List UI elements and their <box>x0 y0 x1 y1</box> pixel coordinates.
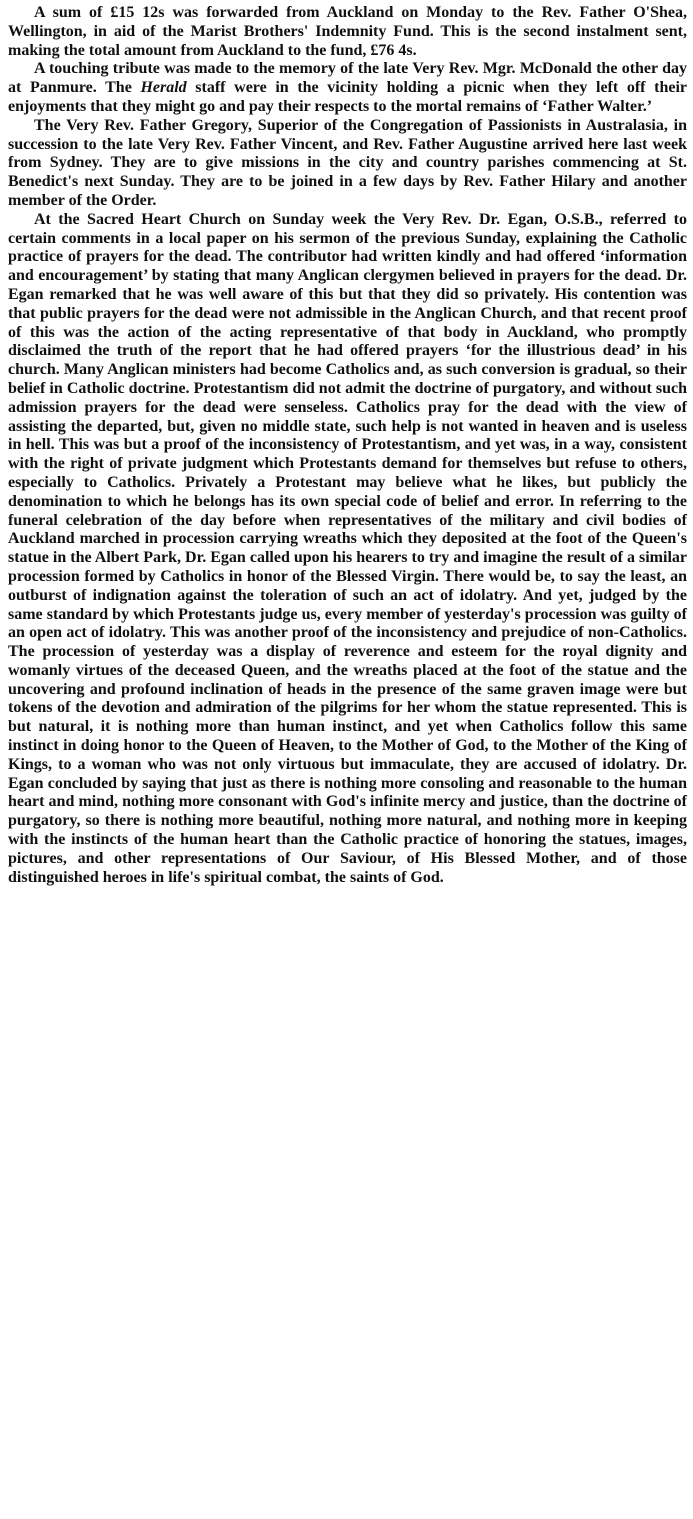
paragraph-auckland-fund: A sum of £15 12s was forwarded from Auckland on Monday to the Rev. Father O'Shea, Wellington, in aid of the Marist Brothers' Indemnity Fund. This is the second instalment sent, making the total amount from Auckland to the fund, £76 4s. <box>8 4 687 59</box>
paragraph-passionists-arrival: The Very Rev. Father Gregory, Superior of the Congregation of Passionists in Australasia, in succession to the late Very Rev. Father Vincent, and Rev. Father Augustine arrived here last week from Sydney. They are to give missions in the city and country parishes commencing at St. Benedict's next Sunday. They are to be joined in a few days by Rev. Father Hilary and another member of the Order. <box>8 116 687 209</box>
paragraph-mcdonald-text-b: staff were in the vicinity holding a picnic when they left off their enjoyments that they might go and pay their respects to the mortal remains of ‘Father Walter.’ <box>8 79 688 115</box>
paragraph-dr-egan-sermon: At the Sacred Heart Church on Sunday week the Very Rev. Dr. Egan, O.S.B., referred to certain comments in a local paper on his sermon of the previous Sunday, explaining the Catholic practice of prayers for the dead. The contributor had written kindly and had offered ‘information and encouragement’ by stating that many Anglican clergymen believed in prayers for the dead. Dr. Egan remarked that he was well aware of this but that they did so privately. His contention was that public prayers for the dead were not admissible in the Anglican Church, and that recent proof of this was the action of the acting representative of that body in Auckland, who promptly disclaimed the truth of the report that he had offered prayers ‘for the illustrious dead’ in his church. Many Anglican ministers had become Catholics and, as such conversion is gradual, so their belief in Catholic doctrine. Protestantism did not admit the doctrine of purgatory, and without such admission prayers for the dead were senseless. Catholics pray for the dead with the view of assisting the departed, but, given no middle state, such help is not wanted in heaven and is useless in hell. This was but a proof of the inconsistency of Protestantism, and yet was, in a way, consistent with the right of private judgment which Protestants demand for themselves but refuse to others, especially to Catholics. Privately a Protestant may believe what he likes, but publicly the denomination to which he belongs has its own special code of belief and error. In referring to the funeral celebration of the day before when representatives of the military and civil bodies of Auckland marched in procession carrying wreaths which they deposited at the foot of the Queen's statue in the Albert Park, Dr. Egan called upon his hearers to try and imagine the result of a similar procession formed by Catholics in honor of the Blessed Virgin. There would be, to say the least, an outburst of indignation against the toleration of such an act of idolatry. And yet, judged by the same standard by which Protestants judge us, every member of yesterday's procession was guilty of an open act of idolatry. This was another proof of the inconsistency and prejudice of non-Catholics. The procession of yesterday was a display of reverence and esteem for the royal dignity and womanly virtues of the deceased Queen, and the wreaths placed at the foot of the statue and the uncovering and profound inclination of heads in the presence of the same graven image were but tokens of the devotion and admiration of the pilgrims for her whom the statue represented. This is but natural, it is nothing more than human instinct, and yet when Catholics follow this same instinct in doing honor to the Queen of Heaven, to the Mother of God, to the Mother of the King of Kings, to a woman who was not only virtuous but immaculate, they are accused of idolatry. Dr. Egan concluded by saying that just as there is nothing more consoling and reasonable to the human heart and mind, nothing more consonant with God's infinite mercy and justice, than the doctrine of purgatory, so there is nothing more beautiful, nothing more natural, and nothing more in keeping with the instincts of the human heart than the Catholic practice of honoring the statues, images, pictures, and other representations of Our Saviour, of His Blessed Mother, and of those distinguished heroes in life's spiritual combat, the saints of God. <box>8 210 687 886</box>
paragraph-mcdonald-text-a: A touching tribute was made to the memory of the late Very Rev. Mgr. McDonald the other day at Panmure. The <box>8 60 687 97</box>
herald-newspaper-name: Herald <box>140 79 187 97</box>
paragraph-mgr-mcdonald-tribute <box>8 60 687 116</box>
